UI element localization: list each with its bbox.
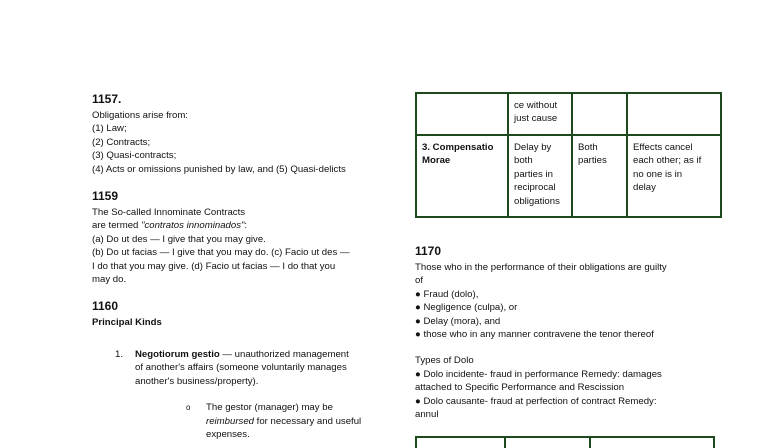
text-line: Obligations arise from: — [92, 110, 188, 121]
text-span: are termed — [92, 220, 142, 232]
next-table-edge — [415, 436, 715, 448]
table-cell — [508, 93, 572, 135]
cell-text: each other; as if — [633, 155, 702, 167]
text-line: attached to Specific Performance and Rescission — [415, 382, 625, 394]
text-line: (a) Do ut des — I give that you may give. — [92, 233, 266, 245]
subheading: Principal Kinds — [92, 317, 162, 329]
table-cell — [627, 93, 721, 135]
right-column — [415, 244, 715, 421]
heading-1170: 1170 — [415, 244, 442, 258]
text-line — [92, 219, 382, 232]
heading-1159: 1159 — [92, 189, 119, 204]
heading-1157: 1157. — [92, 92, 122, 106]
cell-text: reciprocal — [514, 182, 556, 194]
cell-text: both — [514, 155, 533, 167]
text-line: (3) Quasi-contracts; — [92, 150, 177, 162]
text-line: The gestor (manager) may be — [206, 402, 333, 414]
cell-text: delay — [633, 182, 656, 194]
numbered-item — [115, 348, 382, 388]
text-line: another's business/property). — [135, 375, 259, 387]
cell-text: Both — [578, 142, 598, 153]
text-line: ● Fraud (dolo), — [415, 288, 479, 300]
cell-text: obligations — [514, 195, 560, 207]
left-column — [92, 92, 382, 441]
item-number: 1. — [115, 348, 124, 360]
text-line: ● Delay (mora), and — [415, 315, 501, 327]
text-line: The So-called Innominate Contracts — [92, 207, 246, 219]
text-line: expenses. — [206, 428, 250, 440]
table-row — [416, 135, 721, 217]
delay-table — [415, 92, 722, 218]
table-cell — [508, 135, 572, 217]
table-cell — [416, 93, 508, 135]
text-line: Types of Dolo — [415, 355, 474, 367]
cell-text: Effects cancel — [633, 142, 693, 153]
text-line: ● Dolo incidente- fraud in performance Remedy: damages — [415, 368, 662, 380]
cell-text: ce without — [514, 100, 558, 111]
cell-text: parties in — [514, 168, 553, 180]
text-line: ● Dolo causante- fraud at perfection of contract Remedy: — [415, 395, 657, 407]
table-row — [416, 93, 721, 135]
text-line: annul — [415, 409, 439, 421]
text-line: of another's affairs (someone voluntarily manages — [135, 362, 347, 374]
text-line: (1) Law; — [92, 123, 127, 135]
table-border — [713, 438, 715, 448]
circle-bullet: o — [186, 403, 191, 413]
cell-text: Morae — [422, 155, 451, 167]
cell-text: 3. Compensatio — [422, 142, 494, 153]
text-line: (4) Acts or omissions punished by law, and (5) Quasi-delicts — [92, 163, 346, 175]
italic-term: reimbursed — [206, 415, 254, 427]
text-span: — unauthorized management — [219, 348, 349, 360]
table-border — [504, 438, 506, 448]
cell-text: Delay by — [514, 142, 552, 153]
cell-text: just cause — [514, 113, 558, 125]
table-cell — [572, 93, 627, 135]
text-line: of — [415, 275, 424, 287]
sub-item — [184, 401, 382, 441]
cell-text: parties — [578, 155, 607, 167]
text-line: ● Negligence (culpa), or — [415, 302, 518, 314]
text-line: I do that you may give. (d) Facio ut facias — I do that you — [92, 260, 336, 272]
heading-1160: 1160 — [92, 299, 119, 314]
text-line: (b) Do ut facias — I give that you may do. (c) Facio ut des — — [92, 247, 350, 259]
text-line: ● those who in any manner contravene the tenor thereof — [415, 329, 654, 341]
text-span: : — [244, 220, 248, 232]
cell-text: no one is in — [633, 168, 683, 180]
table-border — [415, 438, 417, 448]
item-term: Negotiorum gestio — [135, 348, 220, 360]
table-cell — [416, 135, 508, 217]
text-line: Those who in the performance of their obligations are guilty — [415, 262, 667, 273]
table-cell — [627, 135, 721, 217]
table-cell — [572, 135, 627, 217]
text-line: (2) Contracts; — [92, 136, 151, 148]
text-line: may do. — [92, 274, 127, 286]
table-border — [589, 438, 591, 448]
italic-term: "contratos innominados" — [141, 220, 245, 232]
text-span: for necessary and useful — [254, 415, 362, 427]
